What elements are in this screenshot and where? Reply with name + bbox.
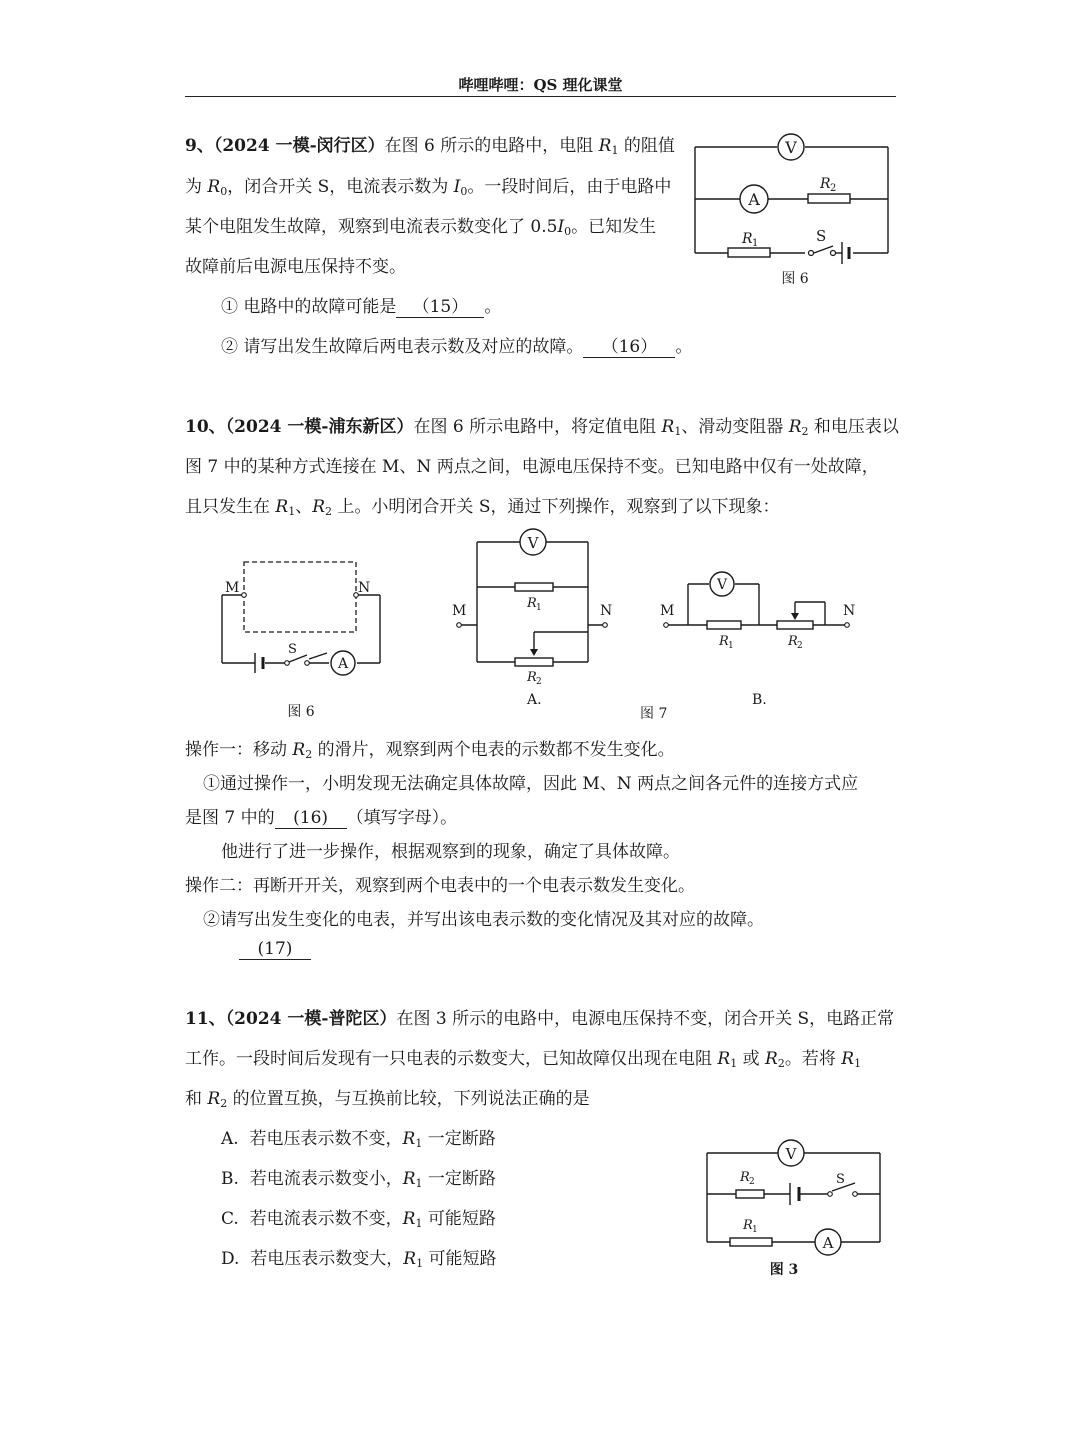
q11-option-d[interactable]: D. 若电压表示数变大，$R_1$ 可能短路 (221, 1249, 497, 1270)
q10-fig6-dashed-box (244, 562, 356, 632)
q9-number: 9、 (185, 136, 214, 156)
q10-fig7a-r2-subscript: 2 (536, 677, 542, 687)
svg-text:A: A (337, 656, 349, 672)
q10-fig7a-n-label: N (600, 603, 613, 619)
q11-switch-label: S (836, 1172, 845, 1187)
q11-number: 11、 (185, 1009, 226, 1029)
q10-operation-1: 操作一：移动 $R_2$ 的滑片，观察到两个电表的示数都不发生变化。 (185, 740, 675, 761)
q9-circuit-figure (690, 128, 895, 293)
q9-switch-label: S (816, 227, 827, 245)
q11-option-c[interactable]: C. 若电流表示数不变，$R_1$ 可能短路 (221, 1209, 496, 1230)
q11-line-2: 工作。一段时间后发现有一只电表的示数变大，已知故障仅出现在电阻 $R_1$ 或 $R_2$。若将 $R_1$ (185, 1049, 862, 1070)
q9-subquestion-1: ① 电路中的故障可能是 （15） 。 (221, 297, 502, 317)
q9-subquestion-2: ② 请写出发生故障后两电表示数及对应的故障。 （16） 。 (221, 337, 693, 357)
q11-option-a[interactable]: A. 若电压表示数不变，$R_1$ 一定断路 (221, 1129, 496, 1150)
q10-answer-blank-16[interactable]: (16) (275, 809, 347, 829)
q11-option-b[interactable]: B. 若电流表示数变小，$R_1$ 一定断路 (221, 1169, 496, 1190)
q10-fig6-n-label: N (358, 580, 371, 596)
header-divider (185, 96, 896, 97)
q9-answer-blank-16[interactable]: （16） (583, 338, 675, 358)
q11-circuit-figure (700, 1135, 890, 1285)
q10-answer-blank-17[interactable]: (17) (239, 940, 311, 960)
q10-figure-6 (215, 555, 390, 725)
q9-r1-label: R (742, 231, 753, 247)
q11-voltmeter-icon (778, 1140, 804, 1166)
q11-r2-subscript: 2 (749, 1177, 755, 1187)
q10-operation-2: 操作二：再断开开关，观察到两个电表中的一个电表示数发生变化。 (185, 876, 695, 896)
q11-switch-icon (828, 1192, 858, 1197)
q9-resistor-r2 (808, 194, 850, 203)
q10-fig7b-r1-subscript: 1 (728, 641, 734, 651)
svg-text:V: V (716, 577, 728, 593)
q9-r2-label: R (820, 176, 831, 192)
q11-r2-label: R (740, 1170, 750, 1185)
q10-fig7a-option-label: A. (527, 692, 542, 708)
q11-resistor-r2 (736, 1190, 764, 1198)
svg-text:V: V (785, 1145, 797, 1163)
q10-subquestion-1-line-1: ①通过操作一，小明发现无法确定具体故障，因此 M、N 两点之间各元件的连接方式应 (203, 774, 859, 794)
q9-answer-blank-15[interactable]: （15） (396, 298, 484, 318)
q11-figure-caption: 图 3 (769, 1262, 799, 1278)
q9-ammeter-icon (740, 185, 768, 213)
q10-figure-7a (445, 527, 620, 712)
q10-figure-7b (655, 568, 865, 710)
q10-fig7a-r1-label: R (527, 596, 537, 611)
q11-line-1: 11、（2024 一模-普陀区）在图 3 所示的电路中，电源电压保持不变，闭合开关 S，电路正常 (185, 1009, 895, 1029)
q9-resistor-r1 (728, 248, 770, 257)
q10-fig7b-slider-arrow-icon (791, 613, 799, 620)
q9-switch-icon (809, 251, 836, 256)
q10-fig7b-r2-label: R (788, 634, 798, 649)
q10-fig7b-resistor-r2 (777, 621, 813, 629)
q10-fig7b-n-label: N (843, 603, 856, 619)
q9-battery-icon (842, 242, 849, 264)
q10-fig7a-voltmeter-icon (520, 529, 546, 555)
q10-figure-7-caption: 图 7 (640, 706, 668, 722)
q10-further-operation: 他进行了进一步操作，根据观察到的现象，确定了具体故障。 (221, 842, 680, 862)
q10-fig7b-voltmeter-icon (710, 572, 734, 596)
q10-source: （2024 一模-浦东新区） (225, 417, 414, 437)
svg-text:A: A (822, 1234, 834, 1252)
q10-line-1: 10、（2024 一模-浦东新区）在图 6 所示电路中，将定值电阻 $R_1$、滑动变阻器 $R_2$ 和电压表以 (185, 417, 899, 438)
q10-subquestion-2: ②请写出发生变化的电表，并写出该电表示数的变化情况及其对应的故障。 (203, 910, 764, 930)
q10-fig6-battery-icon (255, 653, 263, 673)
q10-fig7a-resistor-r2 (515, 658, 553, 666)
q11-line-3: 和 $R_2$ 的位置互换，与互换前比较，下列说法正确的是 (185, 1089, 590, 1110)
q9-line-2: 为 $R_0$，闭合开关 S，电流表示数为 $I_0$。一段时间后，由于电路中 (185, 177, 672, 198)
page-header: 哔哩哔哩：QS 理化课堂 (458, 76, 623, 94)
q9-figure-caption: 图 6 (781, 271, 809, 287)
q10-fig7a-r2-label: R (527, 670, 537, 685)
q11-r1-subscript: 1 (752, 1225, 758, 1235)
q10-fig6-ammeter-icon (331, 651, 355, 675)
q11-resistor-r1 (730, 1238, 772, 1246)
q9-voltmeter-icon (778, 134, 804, 160)
q11-battery-icon (790, 1183, 799, 1205)
q10-fig6-m-label: M (225, 580, 240, 596)
q10-line-3: 且只发生在 $R_1$、$R_2$ 上。小明闭合开关 S，通过下列操作，观察到了以下现象： (185, 497, 780, 518)
q9-line-3: 某个电阻发生故障，观察到电流表示数变化了 $0.5I_0$。已知发生 (185, 217, 657, 238)
svg-text:A: A (748, 190, 760, 209)
svg-text:V: V (527, 534, 539, 552)
q9-source: （2024 一模-闵行区） (213, 136, 385, 156)
q10-fig7a-r1-subscript: 1 (536, 603, 542, 613)
q11-source: （2024 一模-普陀区） (225, 1009, 397, 1029)
q10-number: 10、 (185, 417, 226, 437)
q11-ammeter-icon (815, 1229, 841, 1255)
q10-fig6-switch-label: S (288, 642, 297, 657)
q10-subquestion-1-line-2: 是图 7 中的 (16) （填写字母）。 (185, 808, 458, 828)
q10-fig7a-resistor-r1 (515, 583, 553, 591)
q9-line-1: 9、（2024 一模-闵行区）在图 6 所示的电路中，电阻 $R_1$ 的阻值 (185, 136, 675, 157)
q10-fig7b-r1-label: R (719, 634, 729, 649)
q10-fig7a-slider-arrow-icon (530, 649, 538, 656)
q10-fig7b-option-label: B. (752, 692, 767, 708)
q10-answer-line-17 (239, 939, 311, 960)
q10-line-2: 图 7 中的某种方式连接在 M、N 两点之间，电源电压保持不变。已知电路中仅有一处故障， (185, 457, 879, 477)
svg-text:V: V (785, 138, 797, 157)
q10-fig7a-m-label: M (452, 603, 467, 619)
q10-fig7b-resistor-r1 (707, 621, 741, 629)
q9-r2-subscript: 2 (830, 183, 837, 194)
q9-line-4: 故障前后电源电压保持不变。 (185, 257, 406, 277)
q10-fig7b-m-label: M (660, 603, 675, 619)
q10-fig7b-r2-subscript: 2 (797, 641, 803, 651)
q9-r1-subscript: 1 (752, 238, 759, 249)
q11-r1-label: R (743, 1218, 753, 1233)
q10-fig6-caption: 图 6 (287, 704, 315, 720)
